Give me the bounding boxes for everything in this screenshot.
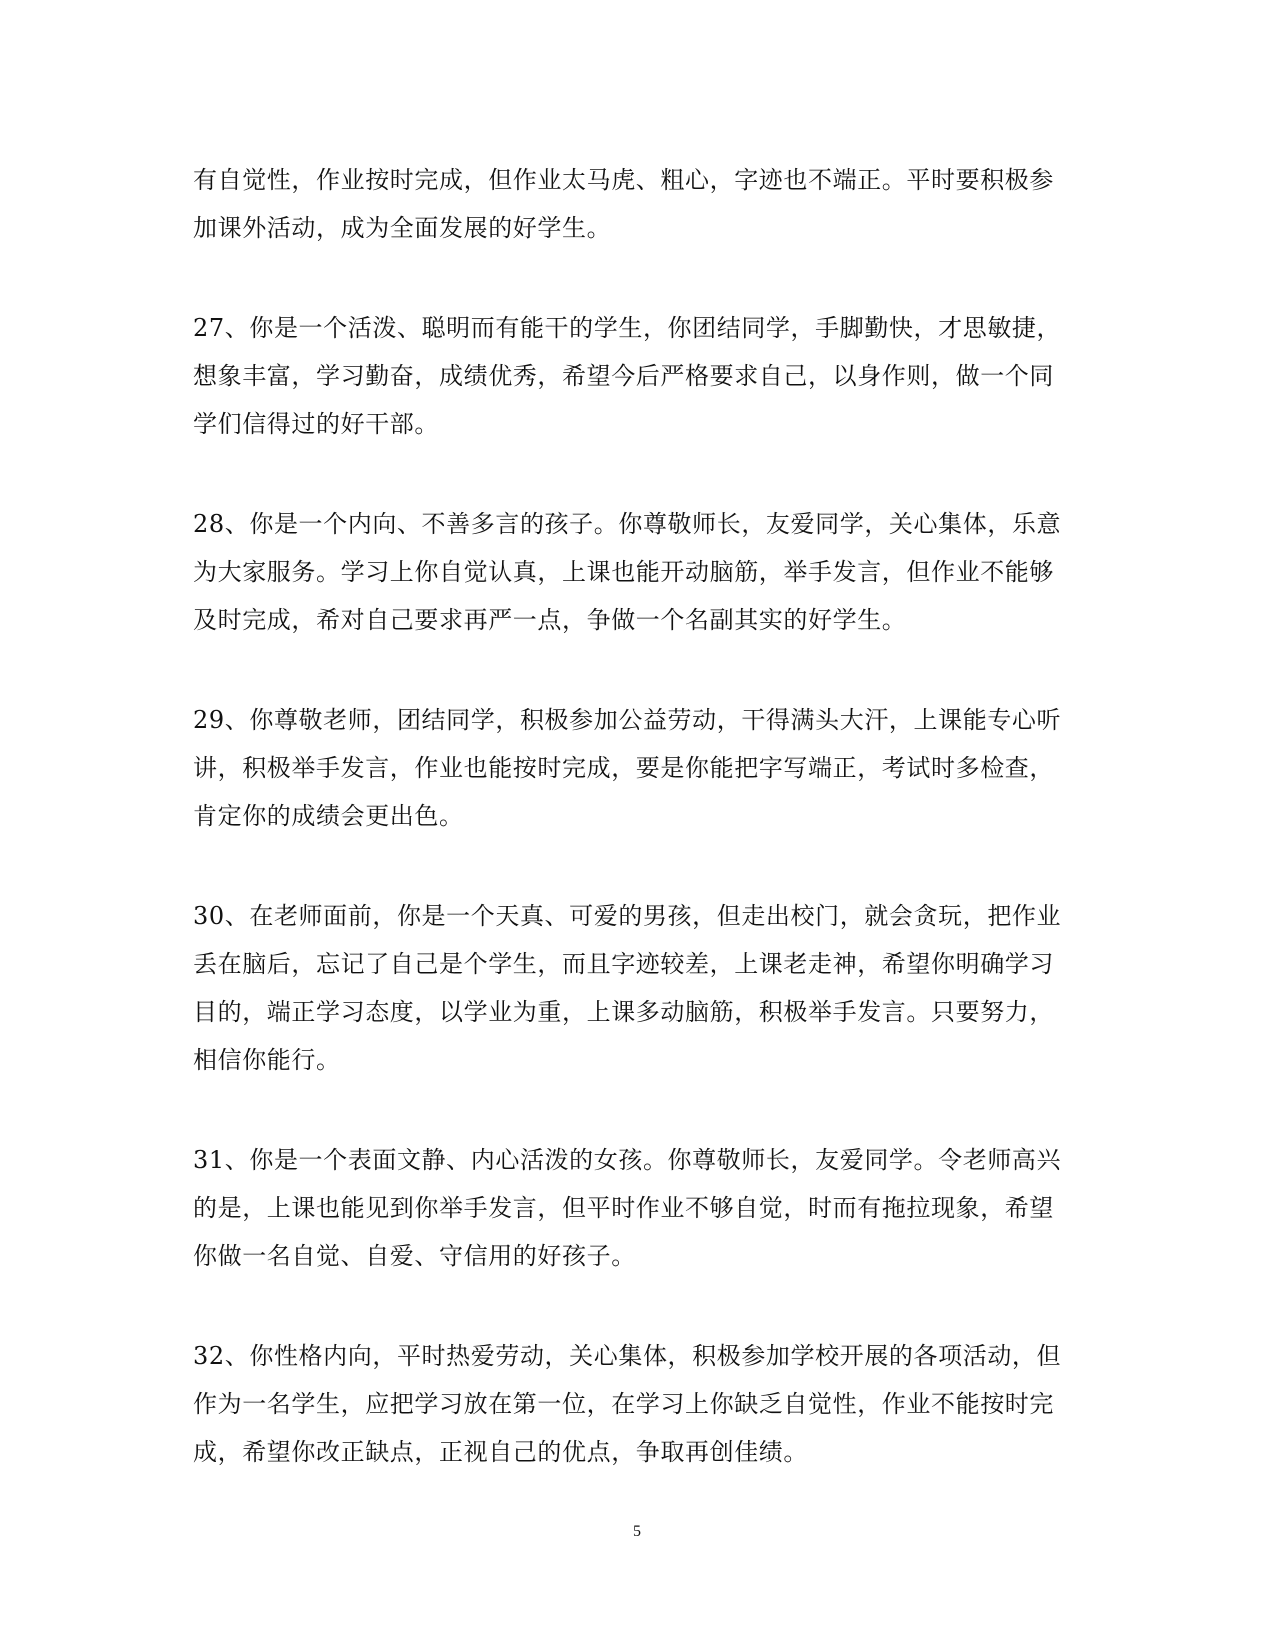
text-line: 27、你是一个活泼、聪明而有能干的学生，你团结同学，手脚勤快，才思敏捷，: [193, 314, 1062, 342]
paragraph-28: [193, 500, 1073, 644]
text-line: 为大家服务。学习上你自觉认真，上课也能开动脑筋，举手发言，但作业不能够: [193, 558, 1054, 586]
text-line: 28、你是一个内向、不善多言的孩子。你尊敬师长，友爱同学，关心集体，乐意: [193, 510, 1062, 538]
text-line: 及时完成，希对自己要求再严一点，争做一个名副其实的好学生。: [193, 606, 907, 634]
text-line: 你做一名自觉、自爱、守信用的好孩子。: [193, 1242, 636, 1270]
paragraph-32: [193, 1332, 1073, 1476]
page-number: 5: [633, 1523, 641, 1540]
paragraph-30: [193, 892, 1073, 1084]
text-line: 丢在脑后，忘记了自己是个学生，而且字迹较差，上课老走神，希望你明确学习: [193, 950, 1054, 978]
paragraph-27: [193, 304, 1073, 448]
text-line: 目的，端正学习态度，以学业为重，上课多动脑筋，积极举手发言。只要努力，: [193, 998, 1054, 1026]
text-line: 30、在老师面前，你是一个天真、可爱的男孩，但走出校门，就会贪玩，把作业: [193, 902, 1062, 930]
paragraph-continuation: [193, 156, 1073, 252]
text-line: 29、你尊敬老师，团结同学，积极参加公益劳动，干得满头大汗，上课能专心听: [193, 706, 1062, 734]
text-line: 31、你是一个表面文静、内心活泼的女孩。你尊敬师长，友爱同学。令老师高兴: [193, 1146, 1062, 1174]
text-line: 的是，上课也能见到你举手发言，但平时作业不够自觉，时而有拖拉现象，希望: [193, 1194, 1054, 1222]
text-line: 作为一名学生，应把学习放在第一位，在学习上你缺乏自觉性，作业不能按时完: [193, 1390, 1054, 1418]
paragraph-29: [193, 696, 1073, 840]
document-body: [193, 156, 1073, 1528]
text-line: 学们信得过的好干部。: [193, 410, 439, 438]
text-line: 肯定你的成绩会更出色。: [193, 802, 464, 830]
text-line: 32、你性格内向，平时热爱劳动，关心集体，积极参加学校开展的各项活动，但: [193, 1342, 1062, 1370]
text-line: 想象丰富，学习勤奋，成绩优秀，希望今后严格要求自己，以身作则，做一个同: [193, 362, 1054, 390]
text-line: 有自觉性，作业按时完成，但作业太马虎、粗心，字迹也不端正。平时要积极参: [193, 166, 1054, 194]
text-line: 讲，积极举手发言，作业也能按时完成，要是你能把字写端正，考试时多检查，: [193, 754, 1054, 782]
paragraph-31: [193, 1136, 1073, 1280]
text-line: 相信你能行。: [193, 1046, 341, 1074]
text-line: 成，希望你改正缺点，正视自己的优点，争取再创佳绩。: [193, 1438, 808, 1466]
text-line: 加课外活动，成为全面发展的好学生。: [193, 214, 612, 242]
